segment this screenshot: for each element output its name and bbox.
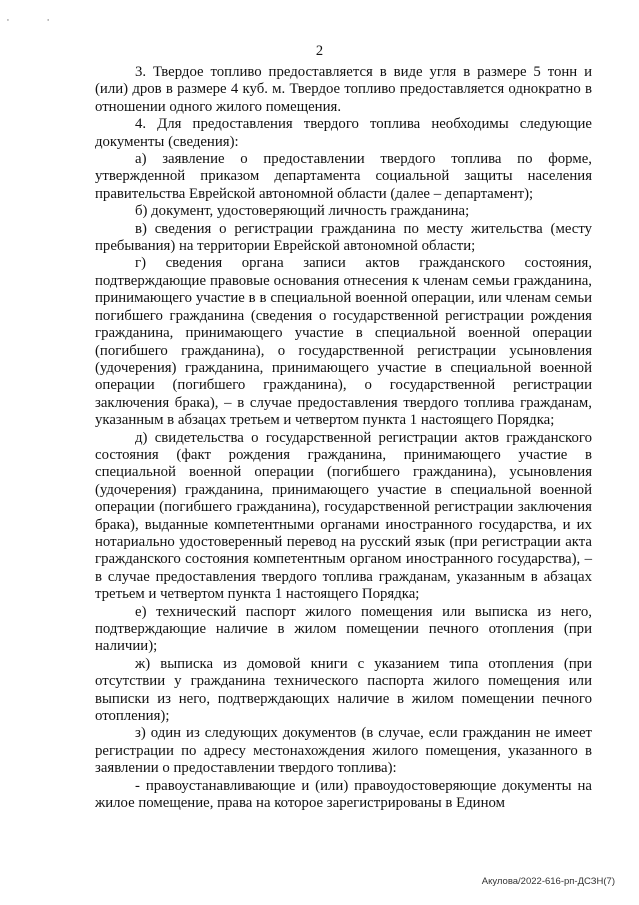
footer-reference: Акулова/2022-616-рп-ДСЗН(7) [481, 876, 615, 887]
paragraph-4b: б) документ, удостоверяющий личность гражданина; [135, 203, 470, 220]
scan-specks: ' ' [7, 18, 68, 26]
paragraph-4v: в) сведения о регистрации гражданина по месту жительства (месту пребывания) на территории Еврейской автономной области; [95, 220, 592, 255]
page-number: 2 [315, 43, 324, 59]
document-body [95, 64, 592, 812]
paragraph-3: 3. Твердое топливо предоставляется в виде угля в размере 5 тонн и (или) дров в размере 4 куб. м. Твердое топливо предоставляется однократно в отношении одного жилого помещения. [95, 64, 592, 115]
paragraph-4z: з) один из следующих документов (в случае, если гражданин не имеет регистрации по адресу местонахождения жилого помещения, указанного в заявлении о предоставлении твердого топлива): [95, 725, 592, 777]
paragraph-4a: а) заявление о предоставлении твердого топлива по форме, утвержденной приказом департамента социальной защиты населения правительства Еврейской автономной области (далее – департамент); [95, 151, 592, 202]
paragraph-4d: д) свидетельства о государственной регистрации актов гражданского состояния (факт рождения гражданина, принимающего участие в специальной военной операции (погибшего гражданина), усыновления (удочерения) гражданина, принимающего участие в специальной военной операции (погибшего гражданина), государственной регистрации заключения брака), выданные компетентными органами иностранного государства, и их нотариально удостоверенный перевод на русский язык (при регистрации акта гражданского состояния компетентным органом иностранного государства), – в случае предоставления твердого топлива гражданам, указанным в абзацах третьем и четвертом пункта 1 настоящего Порядка; [95, 429, 592, 603]
paragraph-4zh: ж) выписка из домовой книги с указанием типа отопления (при отсутствии у гражданина технического паспорта жилого помещения или выписки из него, подтверждающих наличие в жилом помещении печного отопления); [95, 655, 592, 725]
paragraph-4z-item: - правоустанавливающие и (или) правоудостоверяющие документы на жилое помещение, права на которое зарегистрированы в Едином [95, 777, 592, 812]
paragraph-4g: г) сведения органа записи актов гражданского состояния, подтверждающие правовые основания отнесения к членам семьи гражданина, принимающего участие в в специальной военной операции, или членам семьи погибшего гражданина (сведения о государственной регистрации рождения гражданина, принимающего участие в специальной военной операции (погибшего гражданина), о государственной регистрации усыновления (удочерения) гражданина, принимающего участие в специальной военной операции (погибшего гражданина), о государственной регистрации заключения брака), – в случае предоставления твердого топлива гражданам, указанным в абзацах третьем и четвертом пункта 1 настоящего Порядка; [95, 255, 592, 429]
paragraph-4e: е) технический паспорт жилого помещения или выписка из него, подтверждающие наличие в жилом помещении печного отопления (при наличии); [95, 603, 592, 655]
paragraph-4: 4. Для предоставления твердого топлива необходимы следующие документы (сведения): [95, 116, 592, 150]
